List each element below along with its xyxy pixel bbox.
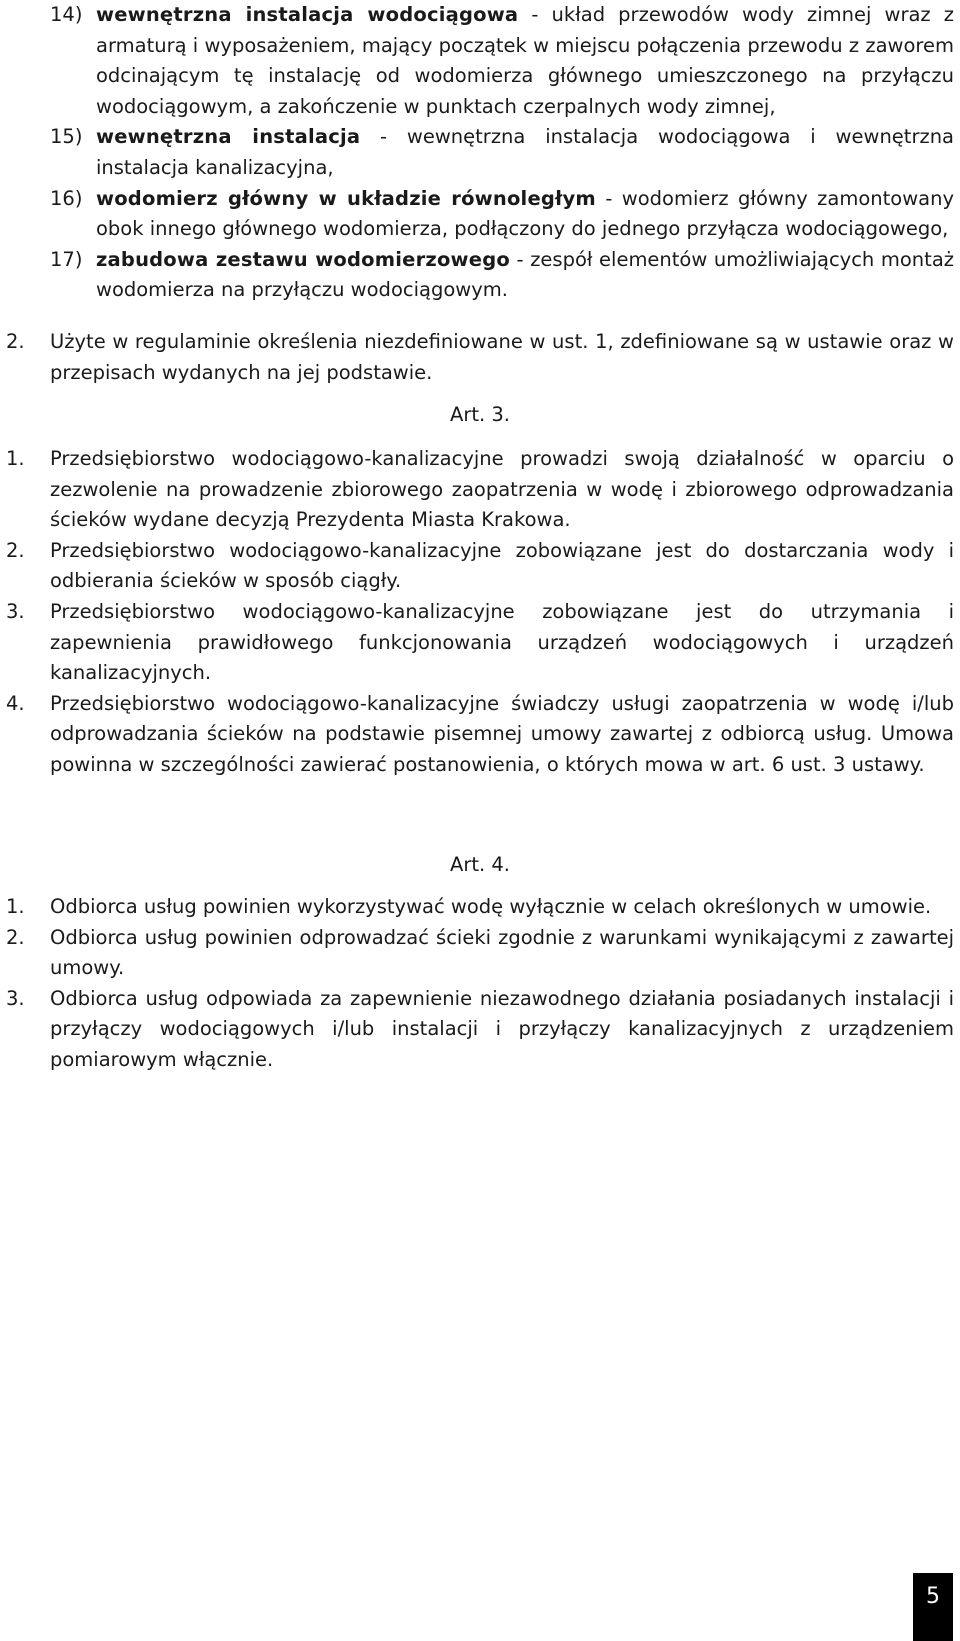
defined-term: wewnętrzna instalacja wodociągowa [96,3,519,26]
paragraph [6,923,954,984]
paragraph-number: 2. [6,330,25,353]
definition-text: - wewnętrzna instalacja wodociągowa i wewnętrzna instalacja kanalizacyjna, [96,125,955,179]
article-heading: Art. 4. [449,853,510,876]
article-4-body [6,892,954,1076]
definition-item [50,184,954,245]
definition-text: - zespół elementów umożliwiających montaż wodomierza na przyłączu wodociągowym. [96,247,954,302]
paragraph-number: 1. [6,447,25,470]
paragraph-block [6,327,954,388]
paragraph [6,984,954,1076]
paragraph-text: Przedsiębiorstwo wodociągowo-kanalizacyjne zobowiązane jest do utrzymania i zapewnienia prawidłowego funkcjonowania urządzeń wodociągowych i urządzeń kanalizacyjnych. [50,599,954,685]
paragraph-number: 2. [6,925,25,949]
paragraph-number: 2. [6,538,25,562]
paragraph-number: 4. [6,691,25,715]
definition-text: - układ przewodów wody zimnej wraz z armaturą i wyposażeniem, mający początek w miejscu połączenia przewodu z zaworem odcinającym tę instalację od wodomierza głównego umieszczonego na przyłączu wodociągowym, a zakończenie w punktach czerpalnych wody zimnej, [96,3,954,118]
paragraph-text: Odbiorca usług odpowiada za zapewnienie niezawodnego działania posiadanych instalacji i przyłączy wodociągowych i/lub instalacji i przyłączy kanalizacyjnych z urządzeniem pomiarowym włącznie. [50,986,954,1071]
definition-item [50,245,954,306]
paragraph-text: Odbiorca usług powinien wykorzystywać wodę wyłącznie w celach określonych w umowie. [50,895,932,918]
defined-term: wewnętrzna instalacja [96,125,361,149]
article-heading: Art. 3. [449,403,510,426]
item-number: 16) [50,186,83,210]
paragraph [6,536,954,597]
definitions-list [50,0,954,306]
defined-term: zabudowa zestawu wodomierzowego [96,247,510,271]
item-number: 17) [50,247,83,271]
article-3-body [6,444,954,781]
paragraph-number: 3. [6,986,25,1010]
definition-item [50,0,954,122]
article-heading-art4 [6,850,954,881]
paragraph-text: Użyte w regulaminie określenia niezdefiniowane w ust. 1, zdefiniowane są w ustawie oraz w przepisach wydanych na jej podstawie. [50,330,954,384]
paragraph [6,597,954,689]
paragraph-number: 1. [6,895,25,918]
page-number: 5 [913,1573,953,1641]
defined-term: wodomierz główny w układzie równoległym [96,186,596,210]
item-number: 15) [50,125,83,149]
paragraph-number: 3. [6,599,25,623]
paragraph [6,892,954,923]
definition-item [50,122,954,183]
paragraph-text: Odbiorca usług powinien odprowadzać ścieki zgodnie z warunkami wynikającymi z zawartej umowy. [50,925,954,980]
paragraph [6,444,954,536]
item-number: 14) [50,3,83,26]
paragraph-text: Przedsiębiorstwo wodociągowo-kanalizacyjne prowadzi swoją działalność w oparciu o zezwolenie na prowadzenie zbiorowego zaopatrzenia w wodę i zbiorowego odprowadzania ścieków wydane decyzją Prezydenta Miasta Krakowa. [50,447,954,532]
paragraph [6,327,954,388]
paragraph-text: Przedsiębiorstwo wodociągowo-kanalizacyjne świadczy usługi zaopatrzenia w wodę i/lub odprowadzania ścieków na podstawie pisemnej umowy zawartej z odbiorcą usług. Umowa powinna w szczególności zawierać postanowienia, o których mowa w art. 6 ust. 3 ustawy. [50,691,954,776]
article-heading-art3 [6,400,954,431]
definition-text: - wodomierz główny zamontowany obok innego głównego wodomierza, podłączony do jednego przyłącza wodociągowego, [96,186,954,241]
paragraph-text: Przedsiębiorstwo wodociągowo-kanalizacyjne zobowiązane jest do dostarczania wody i odbierania ścieków w sposób ciągły. [50,538,954,593]
paragraph [6,689,954,781]
